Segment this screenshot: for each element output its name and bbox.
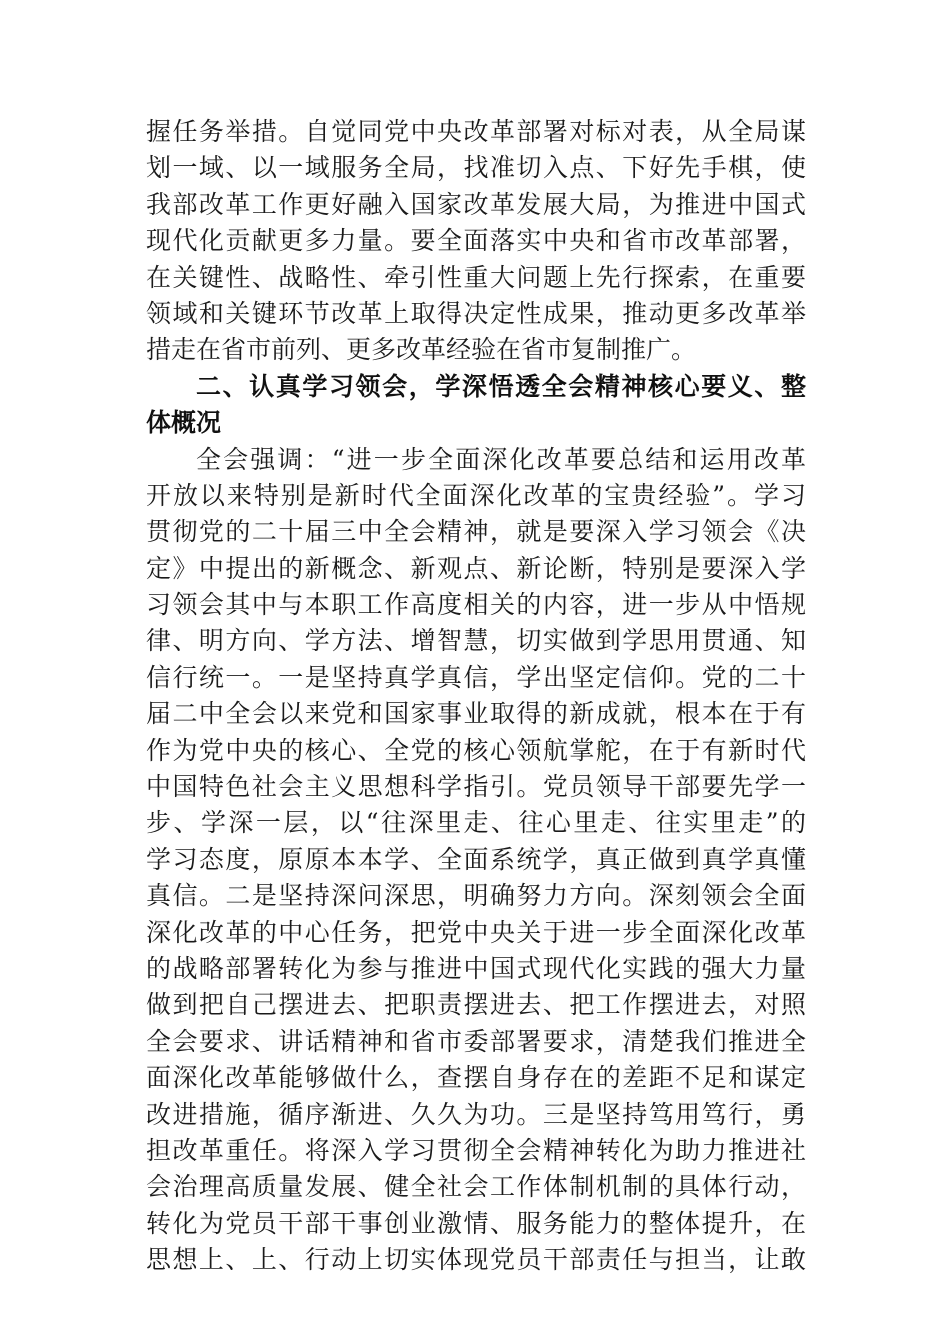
text-line: 全会要求、讲话精神和省市委部署要求，清楚我们推进全 bbox=[146, 1026, 806, 1056]
text-line: 全会强调：“进一步全面深化改革要总结和运用改革 bbox=[196, 444, 806, 474]
text-line: 现代化贡献更多力量。要全面落实中央和省市改革部署， bbox=[146, 226, 806, 256]
text-line: 学习态度，原原本本学、全面系统学，真正做到真学真懂 bbox=[146, 844, 806, 874]
text-line: 律、明方向、学方法、增智慧，切实做到学思用贯通、知 bbox=[146, 626, 806, 656]
heading-line: 二、认真学习领会，学深悟透全会精神核心要义、整 bbox=[196, 371, 806, 401]
text-line: 的战略部署转化为参与推进中国式现代化实践的强大力量 bbox=[146, 953, 806, 983]
text-line: 思想上、上、行动上切实体现党员干部责任与担当，让敢 bbox=[146, 1245, 806, 1275]
text-line: 领域和关键环节改革上取得决定性成果，推动更多改革举 bbox=[146, 298, 806, 328]
text-line: 我部改革工作更好融入国家改革发展大局，为推进中国式 bbox=[146, 189, 806, 219]
document-page bbox=[146, 114, 806, 1279]
section-heading bbox=[146, 369, 806, 442]
text-line: 担改革重任。将深入学习贯彻全会精神转化为助力推进社 bbox=[146, 1135, 806, 1165]
text-line: 信行统一。一是坚持真学真信，学出坚定信仰。党的二十 bbox=[146, 662, 806, 692]
text-line: 改进措施，循序渐进、久久为功。三是坚持笃用笃行，勇 bbox=[146, 1099, 806, 1129]
text-line: 开放以来特别是新时代全面深化改革的宝贵经验”。学习 bbox=[146, 480, 806, 510]
text-line: 步、学深一层，以“往深里走、往心里走、往实里走”的 bbox=[146, 808, 806, 838]
intro-paragraph bbox=[146, 114, 806, 369]
text-line: 握任务举措。自觉同党中央改革部署对标对表，从全局谋 bbox=[146, 117, 806, 146]
text-line: 定》中提出的新概念、新观点、新论断，特别是要深入学 bbox=[146, 553, 806, 583]
text-line: 划一域、以一域服务全局，找准切入点、下好先手棋，使 bbox=[146, 153, 806, 183]
text-line: 中国特色社会主义思想科学指引。党员领导干部要先学一 bbox=[146, 772, 806, 802]
body-paragraph bbox=[146, 442, 806, 1279]
text-line: 措走在省市前列、更多改革经验在省市复制推广。 bbox=[146, 335, 697, 365]
text-line: 作为党中央的核心、全党的核心领航掌舵，在于有新时代 bbox=[146, 735, 806, 765]
text-line: 在关键性、战略性、牵引性重大问题上先行探索，在重要 bbox=[146, 262, 806, 292]
text-line: 会治理高质量发展、健全社会工作体制机制的具体行动， bbox=[146, 1172, 806, 1202]
text-line: 习领会其中与本职工作高度相关的内容，进一步从中悟规 bbox=[146, 590, 806, 620]
text-line: 面深化改革能够做什么，查摆自身存在的差距不足和谋定 bbox=[146, 1063, 806, 1093]
text-line: 真信。二是坚持深问深思，明确努力方向。深刻领会全面 bbox=[146, 881, 806, 911]
heading-line: 体概况 bbox=[146, 408, 222, 438]
text-line: 贯彻党的二十届三中全会精神，就是要深入学习领会《决 bbox=[146, 517, 806, 547]
text-line: 深化改革的中心任务，把党中央关于进一步全面深化改革 bbox=[146, 917, 806, 947]
text-line: 转化为党员干部干事创业激情、服务能力的整体提升，在 bbox=[146, 1208, 806, 1238]
text-line: 届二中全会以来党和国家事业取得的新成就，根本在于有 bbox=[146, 699, 806, 729]
text-line: 做到把自己摆进去、把职责摆进去、把工作摆进去，对照 bbox=[146, 990, 806, 1020]
